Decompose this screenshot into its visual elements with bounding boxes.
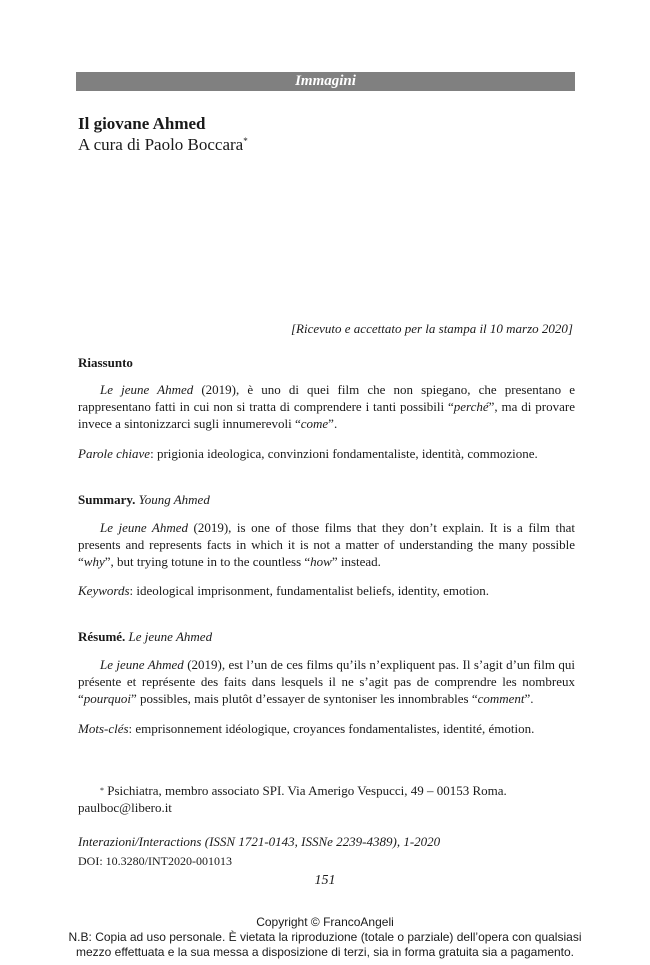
article-editor — [78, 135, 248, 155]
journal-citation: Interazioni/Interactions (ISSN 1721-0143, ISSNe 2239-4389), 1-2020 — [78, 834, 441, 849]
resume-text: Le jeune Ahmed (2019), est l’un de ces films qu’ils n’expliquent pas. Il s’agit d’un film qui présente et représente des faits dans lesquels il ne s’agit pas de comprendre les nombreux “pourquoi” possibles, mais plutôt d’essayer de syntoniser les innombrables “comment”. — [78, 657, 575, 706]
footnote: * Psichiatra, membro associato SPI. Via Amerigo Vespucci, 49 – 00153 Roma. paulboc@libero.it — [78, 783, 507, 815]
riassunto-text: Le jeune Ahmed (2019), è uno di quei film che non spiegano, che presentano e rappresentano fatti in cui non si tratta di comprendere i tanti possibili “perché”, ma di provare invece a sintonizzarci sugli innumerevoli “come”. — [78, 382, 575, 431]
section-banner: Immagini — [76, 72, 575, 91]
summary-text: Le jeune Ahmed (2019), is one of those films that they don’t explain. It is a film that presents and represents facts in which it is not a matter of understanding the many possible “why”, but trying totune in to the countless “how” instead. — [78, 520, 575, 569]
copyright-line: Copyright © FrancoAngeli — [256, 915, 394, 929]
summary-keywords: Keywords: ideological imprisonment, fundamentalist beliefs, identity, emotion. — [78, 583, 490, 598]
doi: DOI: 10.3280/INT2020-001013 — [78, 854, 232, 868]
article-title: Il giovane Ahmed — [78, 114, 206, 133]
page-number: 151 — [314, 873, 336, 888]
editor-name: A cura di Paolo Boccara — [78, 135, 244, 154]
riassunto-keywords: Parole chiave: prigionia ideologica, convinzioni fondamentaliste, identità, commozione. — [78, 446, 538, 461]
summary-heading: Summary. Young Ahmed — [78, 492, 210, 507]
resume-keywords: Mots-clés: emprisonnement idéologique, croyances fondamentalistes, identité, émotion. — [78, 721, 535, 736]
riassunto-heading: Riassunto — [78, 355, 133, 370]
resume-heading: Résumé. Le jeune Ahmed — [78, 629, 213, 644]
copyright-notice-line-2: mezzo effettuata e la sua messa a disposizione di terzi, sia in forma gratuita sia a pagamento. — [75, 945, 575, 959]
received-date: [Ricevuto e accettato per la stampa il 10 marzo 2020] — [291, 321, 573, 336]
footnote-marker: * — [243, 136, 248, 146]
copyright-notice-line-1: N.B: Copia ad uso personale. È vietata la riproduzione (totale o parziale) dell’opera con qualsiasi — [68, 930, 582, 944]
